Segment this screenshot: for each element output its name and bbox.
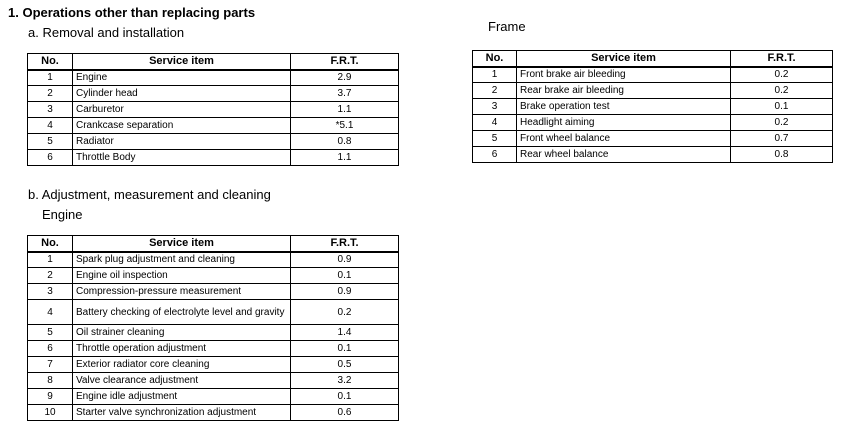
- row-no: 2: [28, 86, 73, 102]
- row-service-item: Spark plug adjustment and cleaning: [73, 252, 291, 268]
- row-service-item: Rear wheel balance: [517, 147, 731, 163]
- row-no: 6: [28, 150, 73, 166]
- row-no: 7: [28, 357, 73, 373]
- row-frt: 0.1: [291, 341, 399, 357]
- row-no: 4: [28, 300, 73, 325]
- row-no: 10: [28, 405, 73, 421]
- table-row: [473, 115, 833, 131]
- row-service-item: Oil strainer cleaning: [73, 325, 291, 341]
- row-service-item: Radiator: [73, 134, 291, 150]
- row-frt: 0.1: [291, 268, 399, 284]
- row-frt: 0.8: [291, 134, 399, 150]
- table-header-row: [28, 54, 399, 70]
- row-no: 1: [473, 67, 517, 83]
- row-frt: 0.1: [731, 99, 833, 115]
- row-frt: 3.2: [291, 373, 399, 389]
- table-row: [473, 83, 833, 99]
- row-no: 6: [473, 147, 517, 163]
- row-frt: 2.9: [291, 70, 399, 86]
- row-service-item: Front brake air bleeding: [517, 67, 731, 83]
- adjustment-subtitle: Engine: [42, 207, 83, 222]
- column-header-service-item: Service item: [73, 236, 291, 252]
- row-service-item: Engine: [73, 70, 291, 86]
- row-frt: 1.4: [291, 325, 399, 341]
- row-no: 2: [28, 268, 73, 284]
- frame-title: Frame: [488, 19, 526, 34]
- row-service-item: Compression-pressure measurement: [73, 284, 291, 300]
- section-heading: 1. Operations other than replacing parts: [8, 5, 256, 20]
- row-no: 1: [28, 70, 73, 86]
- row-frt: 0.2: [731, 67, 833, 83]
- row-service-item: Front wheel balance: [517, 131, 731, 147]
- table-row: [28, 150, 399, 166]
- row-no: 4: [473, 115, 517, 131]
- row-no: 9: [28, 389, 73, 405]
- table-row: [28, 405, 399, 421]
- column-header-frt: F.R.T.: [291, 54, 399, 70]
- table-row: [28, 389, 399, 405]
- row-no: 5: [473, 131, 517, 147]
- row-service-item: Carburetor: [73, 102, 291, 118]
- table-row: [28, 86, 399, 102]
- row-frt: 3.7: [291, 86, 399, 102]
- column-header-no: No.: [28, 236, 73, 252]
- table-row: [28, 268, 399, 284]
- table-row: [28, 70, 399, 86]
- column-header-frt: F.R.T.: [731, 51, 833, 67]
- row-frt: 0.9: [291, 284, 399, 300]
- row-frt: 1.1: [291, 150, 399, 166]
- row-service-item: Battery checking of electrolyte level and gravity: [73, 300, 291, 325]
- row-service-item: Throttle operation adjustment: [73, 341, 291, 357]
- row-service-item: Valve clearance adjustment: [73, 373, 291, 389]
- column-header-no: No.: [28, 54, 73, 70]
- adjustment-table: [27, 235, 399, 421]
- row-service-item: Exterior radiator core cleaning: [73, 357, 291, 373]
- table-row: [28, 341, 399, 357]
- table-row: [473, 147, 833, 163]
- row-service-item: Cylinder head: [73, 86, 291, 102]
- column-header-no: No.: [473, 51, 517, 67]
- frame-table: [472, 50, 833, 163]
- row-no: 5: [28, 134, 73, 150]
- table-row: [28, 373, 399, 389]
- row-no: 2: [473, 83, 517, 99]
- adjustment-title: b. Adjustment, measurement and cleaning: [28, 187, 271, 202]
- row-frt: 0.2: [731, 115, 833, 131]
- table-row: [473, 67, 833, 83]
- table-row: [28, 300, 399, 325]
- table-row: [28, 252, 399, 268]
- row-service-item: Engine idle adjustment: [73, 389, 291, 405]
- column-header-service-item: Service item: [517, 51, 731, 67]
- row-frt: 0.2: [291, 300, 399, 325]
- row-no: 5: [28, 325, 73, 341]
- row-frt: *5.1: [291, 118, 399, 134]
- table-header-row: [28, 236, 399, 252]
- row-service-item: Starter valve synchronization adjustment: [73, 405, 291, 421]
- row-frt: 0.6: [291, 405, 399, 421]
- row-frt: 0.1: [291, 389, 399, 405]
- row-frt: 0.7: [731, 131, 833, 147]
- removal-title: a. Removal and installation: [28, 25, 185, 40]
- removal-table: [27, 53, 399, 166]
- row-no: 3: [28, 284, 73, 300]
- row-service-item: Crankcase separation: [73, 118, 291, 134]
- row-service-item: Brake operation test: [517, 99, 731, 115]
- row-no: 1: [28, 252, 73, 268]
- row-service-item: Engine oil inspection: [73, 268, 291, 284]
- row-no: 6: [28, 341, 73, 357]
- row-no: 3: [28, 102, 73, 118]
- row-service-item: Headlight aiming: [517, 115, 731, 131]
- table-row: [28, 325, 399, 341]
- row-service-item: Rear brake air bleeding: [517, 83, 731, 99]
- table-row: [473, 131, 833, 147]
- table-header-row: [473, 51, 833, 67]
- table-row: [28, 102, 399, 118]
- table-row: [28, 118, 399, 134]
- row-frt: 0.8: [731, 147, 833, 163]
- row-no: 4: [28, 118, 73, 134]
- row-no: 8: [28, 373, 73, 389]
- table-row: [473, 99, 833, 115]
- table-row: [28, 284, 399, 300]
- row-no: 3: [473, 99, 517, 115]
- table-row: [28, 357, 399, 373]
- row-frt: 0.9: [291, 252, 399, 268]
- table-row: [28, 134, 399, 150]
- column-header-frt: F.R.T.: [291, 236, 399, 252]
- column-header-service-item: Service item: [73, 54, 291, 70]
- row-frt: 1.1: [291, 102, 399, 118]
- row-service-item: Throttle Body: [73, 150, 291, 166]
- row-frt: 0.5: [291, 357, 399, 373]
- row-frt: 0.2: [731, 83, 833, 99]
